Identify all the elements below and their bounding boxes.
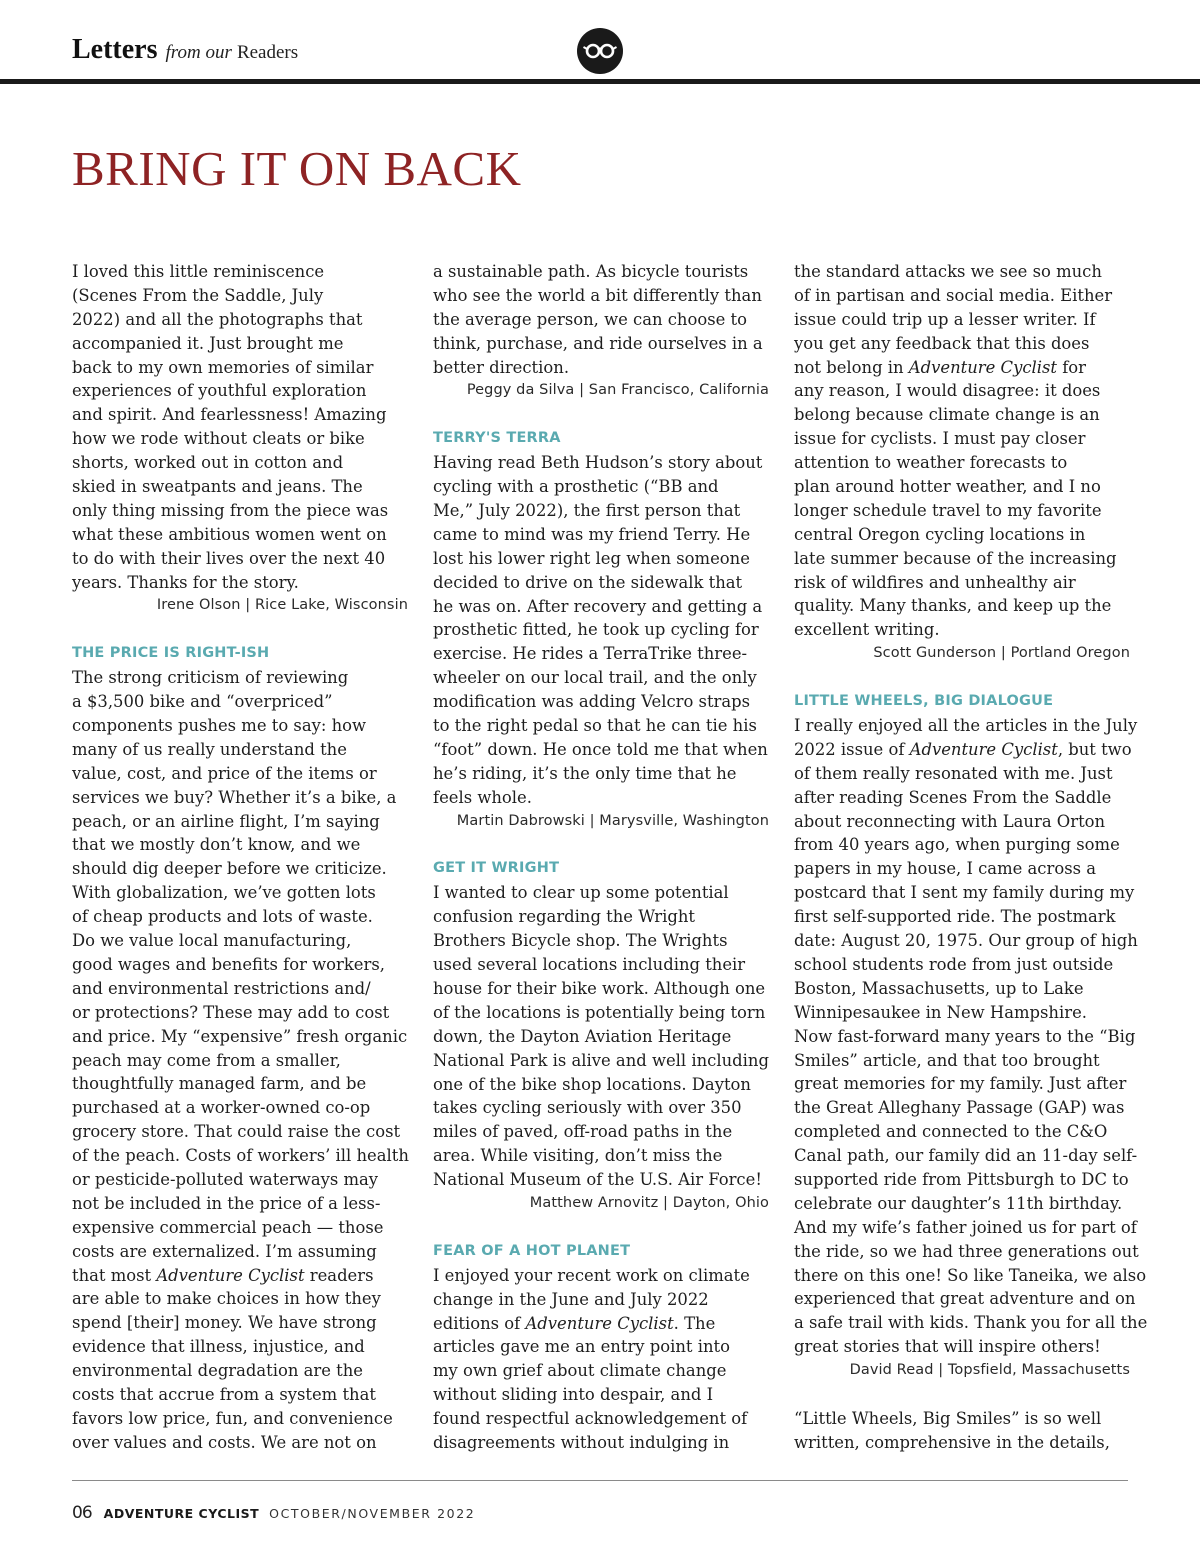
body-line: I enjoyed your recent work on climate <box>433 1265 750 1285</box>
body-line: to the right pedal so that he can tie his <box>433 716 757 736</box>
body-line: evidence that illness, injustice, and <box>72 1337 365 1357</box>
body-line: one of the bike shop locations. Dayton <box>433 1074 751 1094</box>
footer-rule <box>72 1480 1128 1481</box>
letter-signature: Peggy da Silva | San Francisco, California <box>466 382 769 399</box>
body-line: any reason, I would disagree: it does <box>794 381 1101 401</box>
body-line: late summer because of the increasing <box>794 548 1117 568</box>
body-line: 2022 issue of Adventure Cyclist, but two <box>794 739 1132 759</box>
body-line: spend [their] money. We have strong <box>72 1313 377 1333</box>
body-line: the Great Alleghany Passage (GAP) was <box>794 1098 1125 1118</box>
section-readers: Readers <box>236 42 299 63</box>
body-line: and environmental restrictions and/ <box>72 978 371 998</box>
body-line: about reconnecting with Laura Orton <box>794 811 1106 831</box>
body-line: attention to weather forecasts to <box>794 453 1068 473</box>
body-line: skied in sweatpants and jeans. The <box>72 477 363 497</box>
body-line: expensive commercial peach — those <box>72 1217 384 1237</box>
body-line: better direction. <box>433 357 570 377</box>
section-from: from our <box>165 42 232 63</box>
page-title: BRING IT ON BACK <box>72 141 522 196</box>
body-line: you get any feedback that this does <box>794 333 1090 353</box>
body-line: back to my own memories of similar <box>72 357 374 377</box>
body-line: issue could trip up a lesser writer. If <box>794 309 1096 329</box>
body-line: are able to make choices in how they <box>72 1289 381 1309</box>
body-line: editions of Adventure Cyclist. The <box>433 1313 716 1333</box>
body-line: the average person, we can choose to <box>433 309 747 329</box>
body-line: of the locations is potentially being torn <box>433 1002 766 1022</box>
body-line: excellent writing. <box>794 620 940 640</box>
body-line: supported ride from Pittsburgh to DC to <box>794 1169 1129 1189</box>
body-line: area. While visiting, don’t miss the <box>433 1146 723 1166</box>
body-line: (Scenes From the Saddle, July <box>72 285 324 305</box>
body-line: prosthetic fitted, he took up cycling for <box>433 620 759 640</box>
body-line: belong because climate change is an <box>794 405 1100 425</box>
letter-signature: Irene Olson | Rice Lake, Wisconsin <box>156 597 408 614</box>
body-line: or pesticide-polluted waterways may <box>72 1169 379 1189</box>
body-line: experienced that great adventure and on <box>794 1289 1136 1309</box>
letter-signature: David Read | Topsfield, Massachusetts <box>849 1362 1130 1379</box>
body-line: shorts, worked out in cotton and <box>72 453 344 473</box>
body-line: I loved this little reminiscence <box>72 262 325 281</box>
body-line: Canal path, our family did an 11-day self- <box>794 1146 1138 1166</box>
body-line: cycling with a prosthetic (“BB and <box>433 477 719 497</box>
body-line: plan around hotter weather, and I no <box>794 477 1101 497</box>
body-line: Brothers Bicycle shop. The Wrights <box>433 931 728 951</box>
body-line: to do with their lives over the next 40 <box>72 548 386 568</box>
body-line: after reading Scenes From the Saddle <box>794 787 1112 807</box>
body-line: I wanted to clear up some potential <box>433 883 729 903</box>
body-line: without sliding into despair, and I <box>433 1385 714 1405</box>
body-line: many of us really understand the <box>72 739 347 759</box>
body-line: “foot” down. He once told me that when <box>433 739 768 759</box>
column-3 <box>794 260 1148 1455</box>
body-line: quality. Many thanks, and keep up the <box>794 596 1112 616</box>
body-line: exercise. He rides a TerraTrike three- <box>433 644 748 664</box>
letter-heading: FEAR OF A HOT PLANET <box>433 1242 631 1259</box>
body-line: how we rode without cleats or bike <box>72 429 365 449</box>
body-line: I really enjoyed all the articles in the July <box>794 716 1138 736</box>
body-line: “Little Wheels, Big Smiles” is so well <box>794 1408 1102 1428</box>
body-line: think, purchase, and ride ourselves in a <box>433 333 763 353</box>
body-line: a $3,500 bike and “overpriced” <box>72 692 333 712</box>
body-line: written, comprehensive in the details, <box>794 1432 1110 1452</box>
body-line: what these ambitious women went on <box>72 524 387 544</box>
body-line: over values and costs. We are not on <box>72 1432 377 1452</box>
body-line: years. Thanks for the story. <box>72 572 299 592</box>
page-number: 06 <box>72 1503 92 1523</box>
page-header <box>72 34 1200 78</box>
body-line: services we buy? Whether it’s a bike, a <box>72 787 397 807</box>
body-line: good wages and benefits for workers, <box>72 954 385 974</box>
body-line: lost his lower right leg when someone <box>433 548 750 568</box>
body-line: not be included in the price of a less- <box>72 1193 381 1213</box>
letter-heading: TERRY'S TERRA <box>433 430 561 447</box>
body-line: first self-supported ride. The postmark <box>794 907 1116 927</box>
body-line: a sustainable path. As bicycle tourists <box>433 262 749 281</box>
body-line: 2022) and all the photographs that <box>72 309 363 329</box>
glasses-icon <box>577 28 623 74</box>
body-line: used several locations including their <box>433 955 746 975</box>
body-line: National Museum of the U.S. Air Force! <box>433 1170 762 1190</box>
body-line: great memories for my family. Just after <box>794 1074 1127 1094</box>
body-line: papers in my house, I came across a <box>794 859 1096 879</box>
column-2 <box>433 260 769 1455</box>
body-line: date: August 20, 1975. Our group of high <box>794 931 1138 951</box>
body-line: peach may come from a smaller, <box>72 1050 341 1070</box>
body-line: change in the June and July 2022 <box>433 1289 709 1309</box>
magazine-name: ADVENTURE CYCLIST <box>103 1506 260 1521</box>
body-line: miles of paved, off-road paths in the <box>433 1122 733 1142</box>
body-line: Winnipesaukee in New Hampshire. <box>794 1002 1087 1022</box>
body-line: environmental degradation are the <box>72 1361 364 1381</box>
body-line: central Oregon cycling locations in <box>794 524 1086 544</box>
body-line: disagreements without indulging in <box>433 1432 730 1452</box>
body-line: not belong in Adventure Cyclist for <box>794 357 1086 377</box>
letter-heading: THE PRICE IS RIGHT-ISH <box>72 645 270 662</box>
body-line: Me,” July 2022), the first person that <box>433 501 741 521</box>
body-line: Smiles” article, and that too brought <box>794 1050 1100 1070</box>
body-line: And my wife’s father joined us for part of <box>794 1217 1137 1237</box>
body-line: articles gave me an entry point into <box>433 1337 730 1357</box>
body-line: of the peach. Costs of workers’ ill health <box>72 1146 409 1166</box>
body-line: thoughtfully managed farm, and be <box>72 1074 367 1094</box>
body-line: found respectful acknowledgement of <box>433 1409 748 1429</box>
body-line: decided to drive on the sidewalk that <box>433 572 743 592</box>
body-line: grocery store. That could raise the cost <box>72 1122 401 1142</box>
body-line: he’s riding, it’s the only time that he <box>433 763 737 783</box>
body-line: issue for cyclists. I must pay closer <box>794 429 1086 449</box>
body-line: value, cost, and price of the items or <box>72 763 377 783</box>
body-line: and price. My “expensive” fresh organic <box>72 1026 408 1046</box>
body-line: the standard attacks we see so much <box>794 262 1102 281</box>
body-line: school students rode from just outside <box>794 954 1114 974</box>
body-line: from 40 years ago, when purging some <box>794 835 1120 855</box>
body-line: accompanied it. Just brought me <box>72 333 344 353</box>
body-line: wheeler on our local trail, and the only <box>433 668 757 688</box>
body-line: great stories that will inspire others! <box>794 1337 1101 1357</box>
body-line: Boston, Massachusetts, up to Lake <box>794 978 1084 998</box>
section-title: Letters <box>72 34 158 65</box>
body-line: postcard that I sent my family during my <box>794 883 1135 903</box>
issue-date: OCTOBER/NOVEMBER 2022 <box>269 1506 476 1521</box>
body-line: feels whole. <box>433 787 532 807</box>
body-line: of them really resonated with me. Just <box>794 763 1113 783</box>
body-line: came to mind was my friend Terry. He <box>433 524 751 544</box>
body-line: experiences of youthful exploration <box>72 381 367 401</box>
body-line: that we mostly don’t know, and we <box>72 835 361 855</box>
header-rule <box>0 79 1200 84</box>
section-label <box>72 34 298 66</box>
body-line: takes cycling seriously with over 350 <box>433 1098 742 1118</box>
body-line: risk of wildfires and unhealthy air <box>794 572 1076 592</box>
body-line: With globalization, we’ve gotten lots <box>72 883 376 903</box>
paragraph-gap <box>794 1383 1130 1407</box>
column-1 <box>72 260 408 1455</box>
body-line: of cheap products and lots of waste. <box>72 907 373 927</box>
body-line: Do we value local manufacturing, <box>72 931 352 951</box>
body-line: he was on. After recovery and getting a <box>433 596 763 616</box>
body-line: celebrate our daughter’s 11th birthday. <box>794 1193 1123 1213</box>
body-line: a safe trail with kids. Thank you for all the <box>794 1313 1148 1333</box>
body-line: completed and connected to the C&O <box>794 1122 1108 1142</box>
body-line: house for their bike work. Although one <box>433 978 766 998</box>
body-line: The strong criticism of reviewing <box>72 668 349 688</box>
body-line: that most Adventure Cyclist readers <box>72 1265 374 1285</box>
body-line: longer schedule travel to my favorite <box>794 500 1102 520</box>
letter-heading: LITTLE WHEELS, BIG DIALOGUE <box>794 693 1054 710</box>
body-line: costs that accrue from a system that <box>72 1384 376 1404</box>
body-line: of in partisan and social media. Either <box>794 285 1113 305</box>
body-line: favors low price, fun, and convenience <box>72 1408 393 1428</box>
body-line: confusion regarding the Wright <box>433 907 696 927</box>
body-line: peach, or an airline flight, I’m saying <box>72 811 380 831</box>
body-line: Having read Beth Hudson’s story about <box>433 453 763 473</box>
letter-heading: GET IT WRIGHT <box>433 860 560 877</box>
body-line: or protections? These may add to cost <box>72 1002 390 1022</box>
letter-signature: Scott Gunderson | Portland Oregon <box>873 645 1130 662</box>
body-line: only thing missing from the piece was <box>72 500 389 520</box>
body-line: and spirit. And fearlessness! Amazing <box>72 405 387 425</box>
letter-signature: Martin Dabrowski | Marysville, Washington <box>456 812 769 829</box>
body-line: costs are externalized. I’m assuming <box>72 1241 377 1261</box>
page-footer <box>72 1503 475 1523</box>
body-line: modification was adding Velcro straps <box>433 692 751 712</box>
body-line: there on this one! So like Taneika, we also <box>794 1265 1147 1285</box>
body-line: should dig deeper before we criticize. <box>72 859 387 879</box>
body-line: National Park is alive and well including <box>433 1050 769 1070</box>
body-line: my own grief about climate change <box>433 1361 727 1381</box>
body-line: who see the world a bit differently than <box>433 285 762 305</box>
letter-signature: Matthew Arnovitz | Dayton, Ohio <box>529 1194 769 1211</box>
body-line: Now fast-forward many years to the “Big <box>794 1026 1136 1046</box>
body-line: the ride, so we had three generations out <box>794 1241 1139 1261</box>
body-line: purchased at a worker-owned co-op <box>72 1098 371 1118</box>
body-line: components pushes me to say: how <box>72 716 367 736</box>
body-line: down, the Dayton Aviation Heritage <box>433 1026 732 1046</box>
